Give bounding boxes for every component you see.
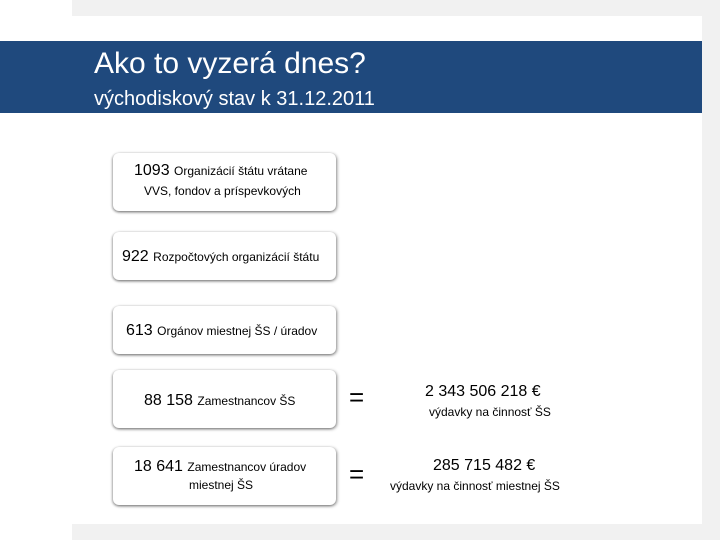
background-top	[72, 0, 720, 16]
box-label: Organizácií štátu vrátane	[174, 164, 308, 178]
box-number: 18 641	[134, 458, 183, 475]
box-local-employees	[113, 447, 336, 505]
box-employees	[113, 370, 336, 428]
equals-sign: =	[349, 459, 365, 489]
box-budget-organizations	[113, 232, 336, 280]
box-number: 88 158	[144, 392, 193, 409]
box-label-line2: VVS, fondov a príspevkových	[144, 184, 301, 198]
background-bottom	[72, 524, 720, 540]
result-amount: 285 715 482 €	[433, 457, 536, 474]
box-number: 922	[122, 248, 149, 265]
box-label: Zamestnancov ŠS	[197, 394, 296, 408]
box-organizations	[113, 153, 336, 211]
equals-sign: =	[349, 382, 365, 412]
box-label: Zamestnancov úradov	[187, 460, 307, 474]
box-number: 1093	[134, 162, 170, 179]
page-subtitle: východiskový stav k 31.12.2011	[94, 88, 375, 110]
box-label: Rozpočtových organizácií štátu	[153, 250, 320, 264]
box-local-authorities	[113, 306, 336, 354]
box-label-line2: miestnej ŠS	[189, 478, 254, 492]
background-right	[702, 0, 720, 540]
box-number: 613	[126, 322, 153, 339]
box-label: Orgánov miestnej ŠS / úradov	[157, 324, 318, 338]
result-amount: 2 343 506 218 €	[425, 383, 541, 400]
result-label: výdavky na činnosť ŠS	[429, 405, 551, 419]
result-label: výdavky na činnosť miestnej ŠS	[390, 479, 560, 493]
page-title: Ako to vyzerá dnes?	[94, 47, 366, 80]
